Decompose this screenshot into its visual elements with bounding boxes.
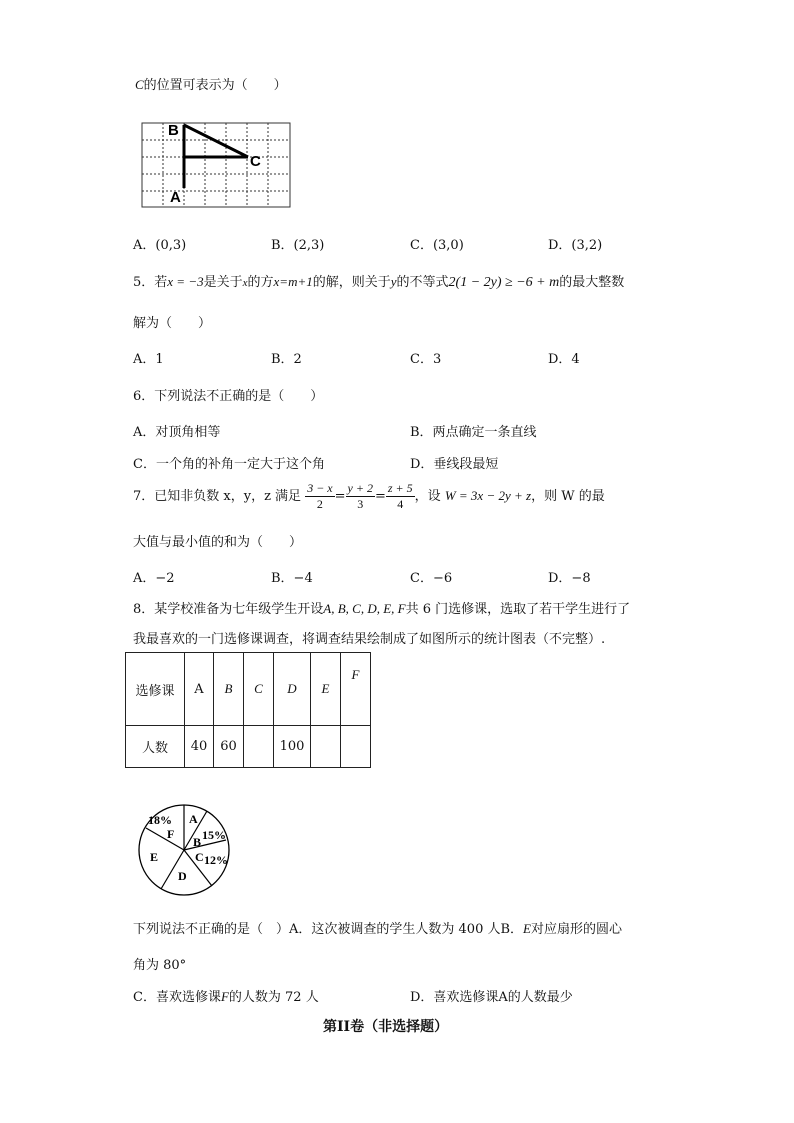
- table-row: [126, 726, 371, 768]
- pie-label-f: F: [167, 827, 175, 841]
- table-header-cell: E: [311, 653, 341, 726]
- table-header-cell: A: [185, 653, 214, 726]
- coordinate-grid-figure: [140, 120, 292, 210]
- q5-line2: 解为（ ）: [133, 316, 212, 331]
- pie-pct-f: 18%: [148, 813, 172, 827]
- pie-chart: [137, 803, 231, 897]
- q6-option-a[interactable]: A．对顶角相等: [133, 425, 221, 440]
- table-cell: 60: [214, 726, 244, 768]
- q4-option-c[interactable]: C．(3,0): [410, 238, 464, 253]
- q5-option-d[interactable]: D．4: [548, 352, 580, 367]
- table-cell: 40: [185, 726, 214, 768]
- table-cell: [244, 726, 274, 768]
- fraction-1: $\frac{3 - x}{2}$: [307, 481, 333, 511]
- pie-label-c: C: [195, 850, 204, 864]
- table-cell: [341, 726, 371, 768]
- section-title: 第II卷（非选择题）: [323, 1019, 449, 1035]
- q7-line1: 7．已知非负数 x，y，z 满足 $\frac{3 - x}{2}$ = $\frac{y + 2}{3}$ = $\frac{z + 5}{4}$ ，设 W = 3x − 2y + z，则 W 的最: [133, 481, 605, 511]
- fraction-2: $\frac{y + 2}{3}$: [347, 481, 373, 511]
- table-header-cell: F: [341, 653, 371, 726]
- q4-stem: C的位置可表示为（ ）: [135, 77, 287, 93]
- table-header-cell: C: [244, 653, 274, 726]
- q6-option-b[interactable]: B．两点确定一条直线: [410, 425, 537, 440]
- q5-option-a[interactable]: A．1: [133, 352, 164, 367]
- q8-stem-line2: 角为 80°: [133, 958, 187, 973]
- table-row-label: 人数: [126, 726, 185, 768]
- fraction-3: $\frac{z + 5}{4}$: [387, 481, 413, 511]
- q4-option-d[interactable]: D．(3,2): [548, 238, 603, 253]
- q5-line1: 5．若x = −3是关于x的方x=m+1的解，则关于y的不等式2(1 − 2y) ≥ −6 + m的最大整数: [133, 274, 625, 290]
- table-header-cell: B: [214, 653, 244, 726]
- table-header-cell: 选修课: [126, 653, 185, 726]
- pie-pct-c: 12%: [204, 853, 228, 867]
- table-cell: 100: [274, 726, 311, 768]
- q8-stem-line1: 下列说法不正确的是（ ）A．这次被调查的学生人数为 400 人B．E对应扇形的圆心: [133, 921, 622, 937]
- pie-label-a: A: [189, 812, 198, 826]
- q4-option-b[interactable]: B．(2,3): [271, 238, 325, 253]
- q5-option-b[interactable]: B．2: [271, 352, 302, 367]
- q6-option-d[interactable]: D．垂线段最短: [410, 457, 499, 472]
- pie-label-e: E: [150, 850, 159, 864]
- q7-option-c[interactable]: C．−6: [410, 571, 453, 586]
- label-a: A: [170, 189, 181, 206]
- course-table: [125, 652, 371, 768]
- q8-option-c[interactable]: C．喜欢选修课F的人数为 72 人: [133, 989, 319, 1005]
- label-b: B: [168, 122, 179, 139]
- q8-option-d[interactable]: D．喜欢选修课A的人数最少: [410, 990, 573, 1005]
- q8-line2: 我最喜欢的一门选修课调查，将调查结果绘制成了如图所示的统计图表（不完整）.: [133, 632, 606, 647]
- q4-option-a[interactable]: A．(0,3): [133, 238, 187, 253]
- q8-line1: 8．某学校准备为七年级学生开设A, B, C, D, E, F共 6 门选修课，选取了若干学生进行了: [133, 601, 631, 617]
- table-header-cell: D: [274, 653, 311, 726]
- pie-pct-b: 15%: [202, 828, 226, 842]
- q6-option-c[interactable]: C．一个角的补角一定大于这个角: [133, 457, 325, 472]
- q7-option-a[interactable]: A．−2: [133, 571, 175, 586]
- q7-line2: 大值与最小值的和为（ ）: [133, 535, 303, 550]
- table-header-row: [126, 653, 371, 726]
- pie-label-b: B: [193, 835, 202, 849]
- table-cell: [311, 726, 341, 768]
- pie-label-d: D: [178, 869, 187, 883]
- label-c: C: [250, 153, 261, 170]
- q7-option-b[interactable]: B．−4: [271, 571, 313, 586]
- q6-stem: 6．下列说法不正确的是（ ）: [133, 389, 324, 404]
- q7-option-d[interactable]: D．−8: [548, 571, 591, 586]
- q5-option-c[interactable]: C．3: [410, 352, 442, 367]
